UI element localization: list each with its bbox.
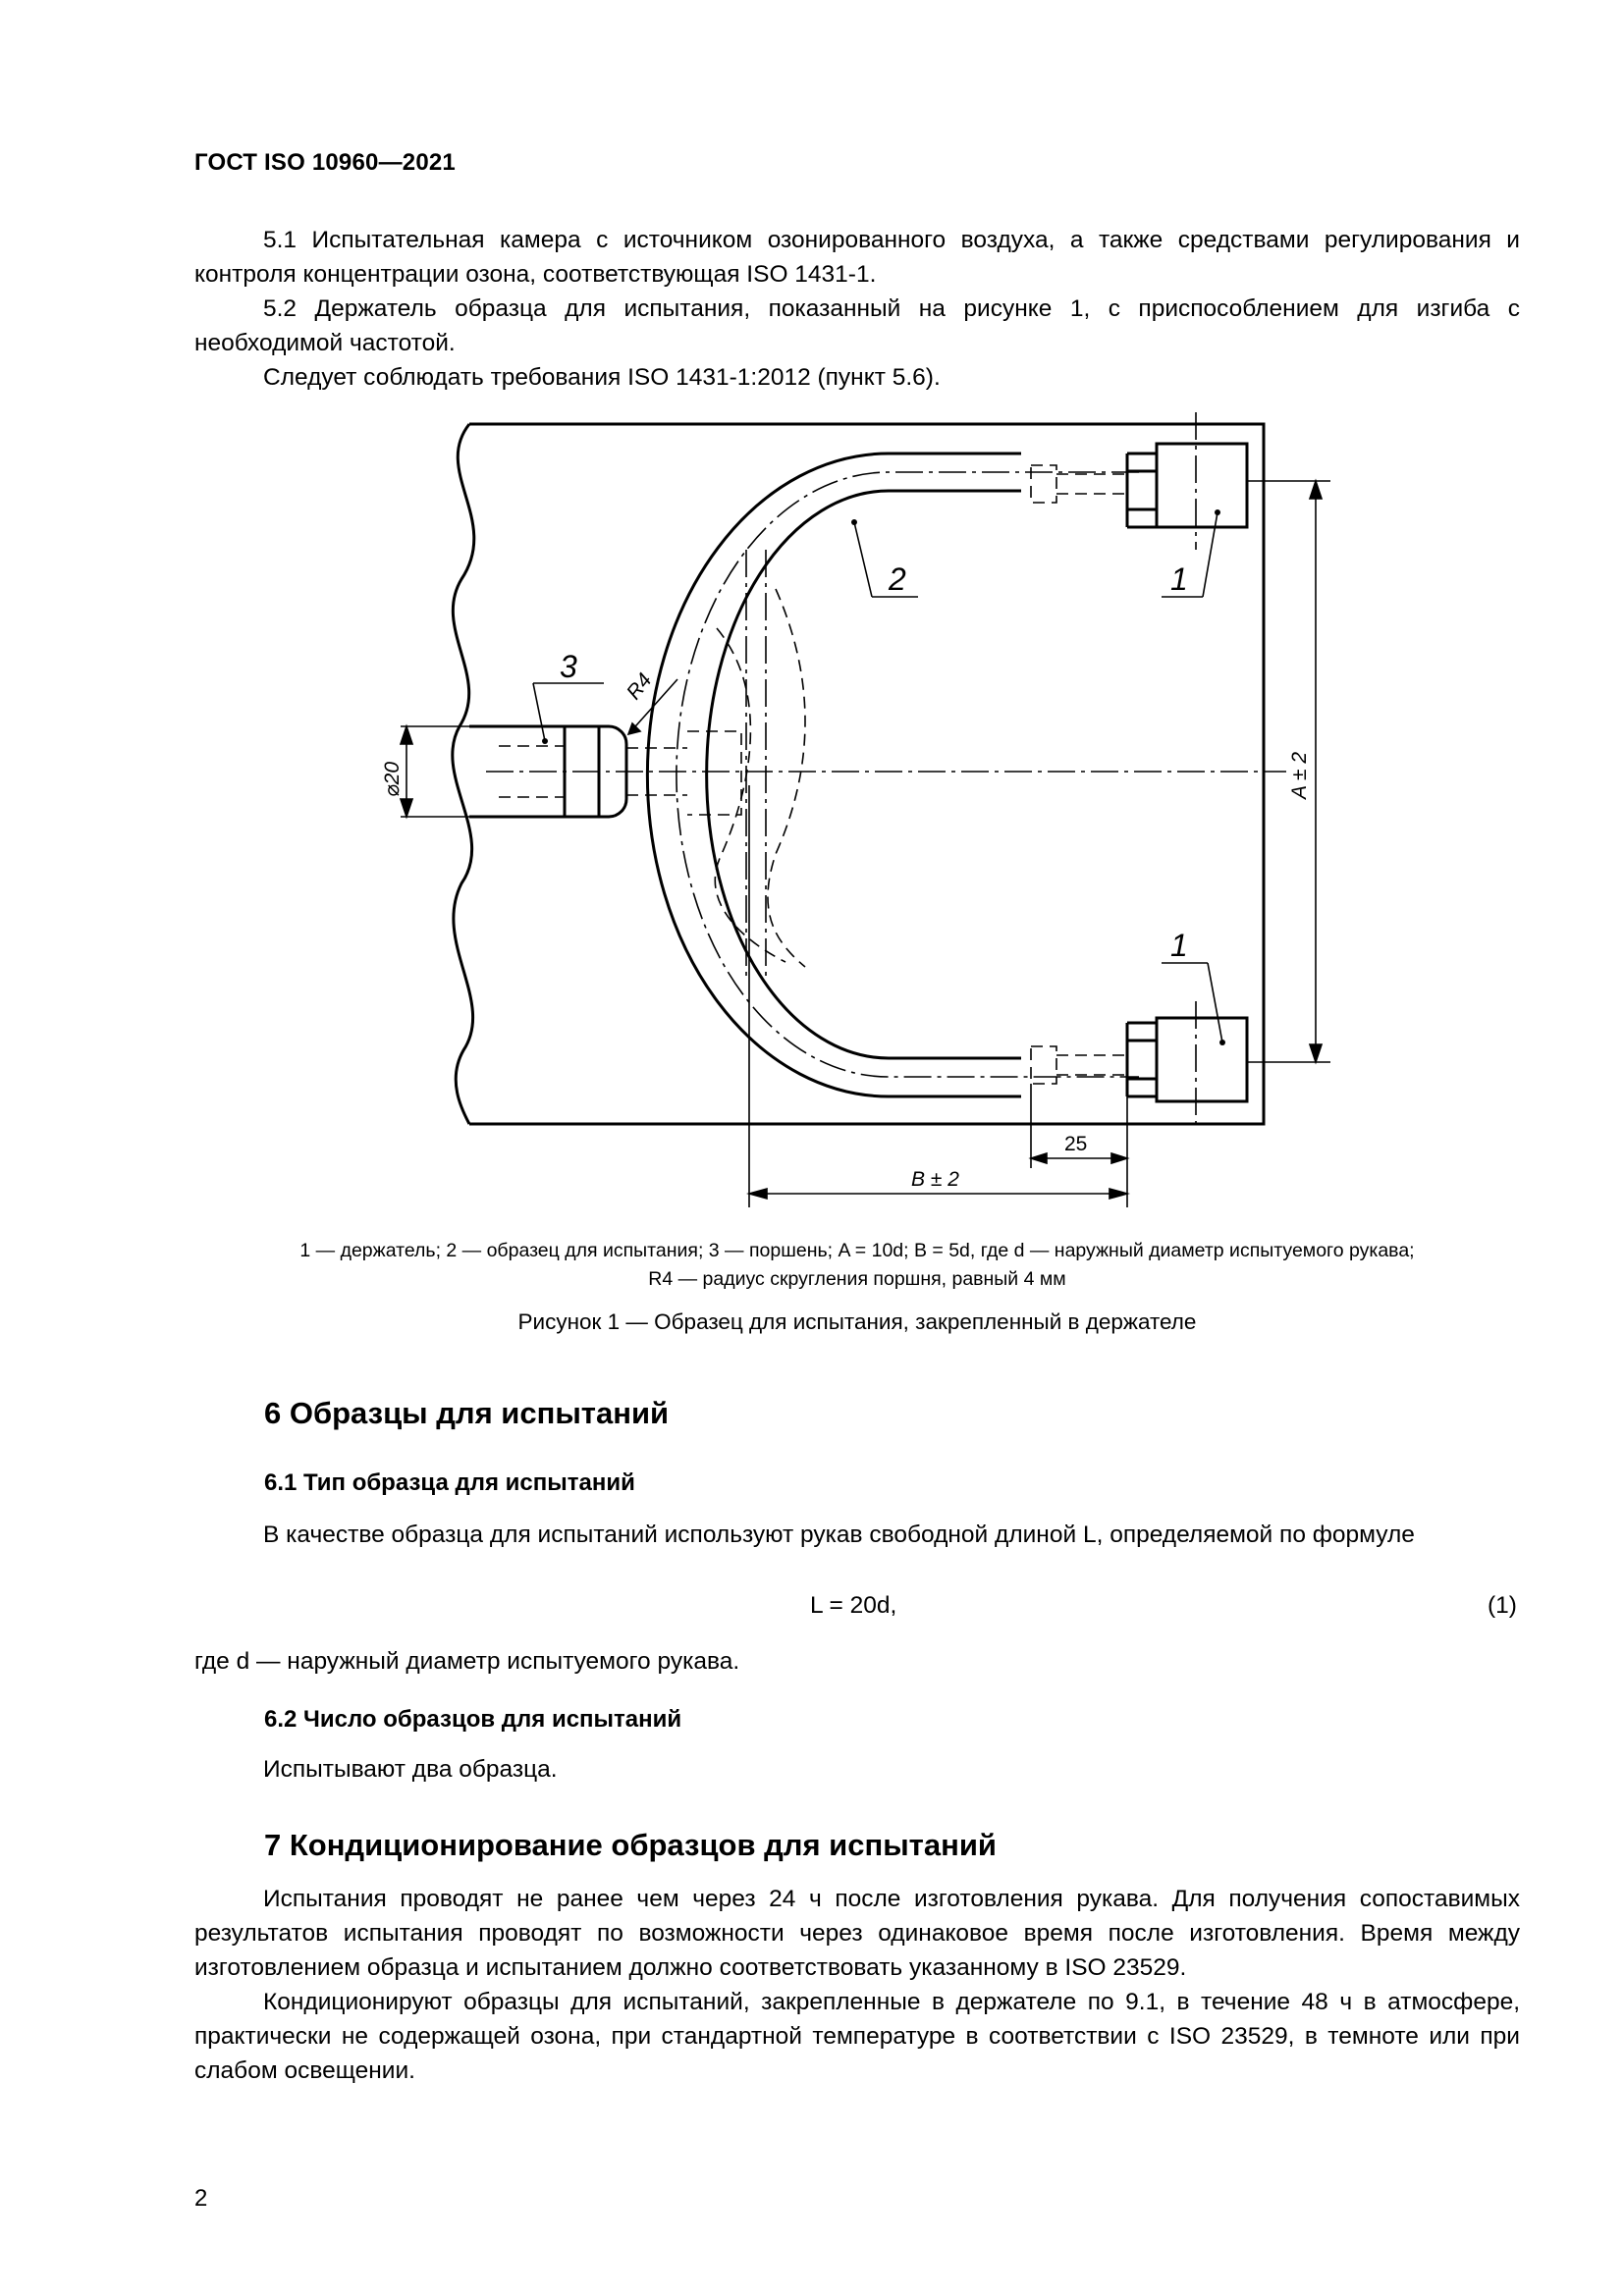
break-line <box>453 424 474 1124</box>
holder-plate-outline <box>469 424 1264 1124</box>
holder-top <box>1157 444 1247 527</box>
paragraph-note: Следует соблюдать требования ISO 1431-1:2012 (пункт 5.6). <box>263 364 941 391</box>
specimen-hose-outer <box>647 454 1021 1096</box>
label-dim-a: A ± 2 <box>1288 751 1311 799</box>
label-diameter: ⌀20 <box>381 761 404 797</box>
figure-legend-line-1: 1 — держатель; 2 — образец для испытания; 3 — поршень; A = 10d; B = 5d, где d — наружный диаметр испытуемого рукава; <box>299 1240 1415 1261</box>
label-dim-25: 25 <box>1064 1133 1088 1155</box>
label-radius: R4 <box>622 668 657 705</box>
paragraph-5-2: 5.2 Держатель образца для испытания, показанный на рисунке 1, с приспособлением для изгиба с необходимой частотой. <box>194 295 1520 356</box>
section-6-2-text: Испытывают два образца. <box>263 1756 558 1783</box>
section-6-1-heading: 6.1 Тип образца для испытаний <box>264 1469 635 1496</box>
specimen-hose-inner <box>707 491 1021 1058</box>
equation-number: (1) <box>1488 1592 1517 1619</box>
figure-legend <box>194 1237 1520 1294</box>
holder-bottom <box>1157 1018 1247 1101</box>
figure-title: Рисунок 1 — Образец для испытания, закрепленный в держателе <box>517 1309 1197 1334</box>
equation-explanation: где d — наружный диаметр испытуемого рукава. <box>194 1648 740 1675</box>
document-header: ГОСТ ISO 10960—2021 <box>194 149 456 176</box>
page-number: 2 <box>194 2185 208 2212</box>
paragraph-5-1: 5.1 Испытательная камера с источником озонированного воздуха, а также средствами регулирования и контроля концентрации озона, соответствующая ISO 1431-1. <box>194 227 1520 288</box>
section-6-1-text: В качестве образца для испытаний используют рукав свободной длиной L, определяемой по формуле <box>263 1522 1415 1548</box>
label-holder-top: 1 <box>1170 561 1188 597</box>
label-holder-bottom: 1 <box>1170 928 1188 963</box>
section-6-heading: 6 Образцы для испытаний <box>264 1396 670 1430</box>
figure-legend-line-2: R4 — радиус скругления поршня, равный 4 мм <box>648 1268 1066 1290</box>
section-7-paragraph-2: Кондиционируют образцы для испытаний, закрепленные в держателе по 9.1, в течение 48 ч в атмосфере, практически не содержащей озона, при стандартной температуре в соответствии с ISO 23529, в темноте или при слабом освещении. <box>194 1989 1520 2084</box>
section-6-2-heading: 6.2 Число образцов для испытаний <box>264 1706 682 1733</box>
section-7-paragraph-1: Испытания проводят не ранее чем через 24 ч после изготовления рукава. Для получения сопоставимых результатов испытания проводят по возможности через одинаковое время после изготовления. Время между изготовлением образца и испытанием должно соответствовать указанному в ISO 23529. <box>194 1886 1520 1981</box>
section-7-heading: 7 Кондиционирование образцов для испытаний <box>264 1828 997 1862</box>
label-piston: 3 <box>560 649 577 684</box>
label-specimen: 2 <box>889 561 906 597</box>
label-dim-b: B ± 2 <box>911 1168 959 1191</box>
equation: L = 20d, <box>810 1592 897 1619</box>
